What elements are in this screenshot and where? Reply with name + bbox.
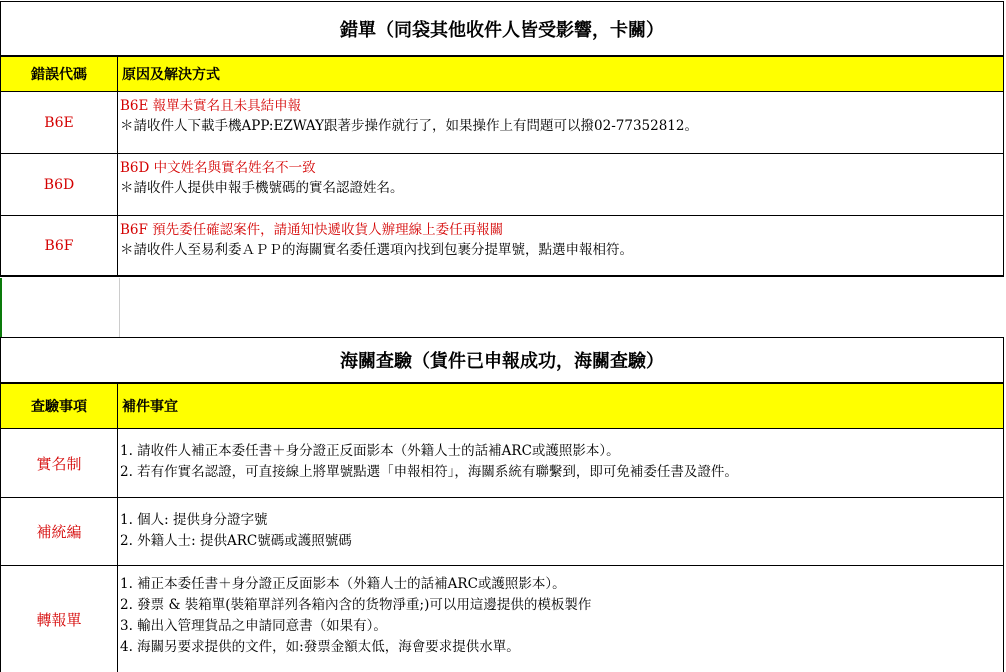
error-reason-text: B6D 中文姓名與實名姓名不一致 — [120, 160, 316, 176]
customs-row-tax-id — [0, 498, 1004, 566]
error-row-b6f — [0, 216, 1004, 277]
empty-row — [0, 278, 1004, 337]
error-desc-cell[interactable] — [118, 92, 1004, 153]
inspection-item-cell[interactable]: 實名制 — [0, 429, 118, 497]
customs-title-text: 海關查驗（貨件已申報成功，海關查驗） — [340, 351, 664, 372]
supplement-cell[interactable] — [118, 429, 1004, 497]
error-header-row — [0, 56, 1004, 92]
supplement-cell[interactable] — [118, 498, 1004, 565]
list-item: 4. 海關另要求提供的文件，如:發票金額太低，海會要求提供水單。 — [120, 639, 520, 655]
list-item: 2. 若有作實名認證，可直接線上將單號點選「申報相符」，海關系統有聯繫到，即可免補委任書及證件。 — [120, 464, 738, 480]
error-solution-text: ＊請收件人提供申報手機號碼的實名認證姓名。 — [120, 180, 404, 196]
error-code-cell[interactable]: B6E — [0, 92, 118, 153]
customs-section-title — [0, 337, 1004, 383]
supplement-cell[interactable] — [118, 566, 1004, 672]
error-solution-text: ＊請收件人至易利委ＡＰＰ的海關實名委任選項內找到包裹分提單號，點選申報相符。 — [120, 242, 633, 258]
header-error-code: 錯誤代碼 — [0, 57, 118, 91]
error-code-cell[interactable]: B6F — [0, 216, 118, 275]
error-row-b6d — [0, 154, 1004, 216]
error-code-cell[interactable]: B6D — [0, 154, 118, 215]
header-supplement: 補件事宜 — [118, 384, 1004, 428]
error-desc-cell[interactable] — [118, 154, 1004, 215]
header-reason: 原因及解決方式 — [118, 57, 1004, 91]
error-section-title — [0, 1, 1004, 56]
error-solution-text: ＊請收件人下載手機APP:EZWAY跟著步操作就行了，如果操作上有問題可以撥02-77352812。 — [120, 118, 698, 134]
list-item: 3. 輸出入管理貨品之申請同意書（如果有）。 — [120, 618, 387, 634]
empty-cell-selected[interactable] — [2, 278, 120, 337]
inspection-item-cell[interactable]: 轉報單 — [0, 566, 118, 672]
list-item: 2. 發票 & 裝箱單(裝箱單詳列各箱內含的货物淨重;)可以用這邊提供的模板製作 — [120, 597, 592, 613]
error-desc-cell[interactable] — [118, 216, 1004, 275]
error-title-text: 錯單（同袋其他收件人皆受影響，卡關） — [340, 19, 664, 41]
empty-cell[interactable] — [120, 278, 1004, 337]
error-row-b6e — [0, 92, 1004, 154]
inspection-item-cell[interactable]: 補統編 — [0, 498, 118, 565]
customs-row-transfer — [0, 566, 1004, 672]
customs-header-row — [0, 383, 1004, 429]
header-inspection-item: 查驗事項 — [0, 384, 118, 428]
list-item: 1. 個人: 提供身分證字號 — [120, 512, 268, 528]
list-item: 1. 請收件人補正本委任書＋身分證正反面影本（外籍人士的話補ARC或護照影本）。 — [120, 443, 620, 459]
customs-row-real-name — [0, 429, 1004, 498]
list-item: 2. 外籍人士: 提供ARC號碼或護照號碼 — [120, 533, 352, 549]
error-reason-text: B6F 預先委任確認案件，請通知快遞收貨人辦理線上委任再報關 — [120, 222, 504, 238]
list-item: 1. 補正本委任書＋身分證正反面影本（外籍人士的話補ARC或護照影本）。 — [120, 576, 566, 592]
error-reason-text: B6E 報單未實名且未具結申報 — [120, 98, 302, 114]
